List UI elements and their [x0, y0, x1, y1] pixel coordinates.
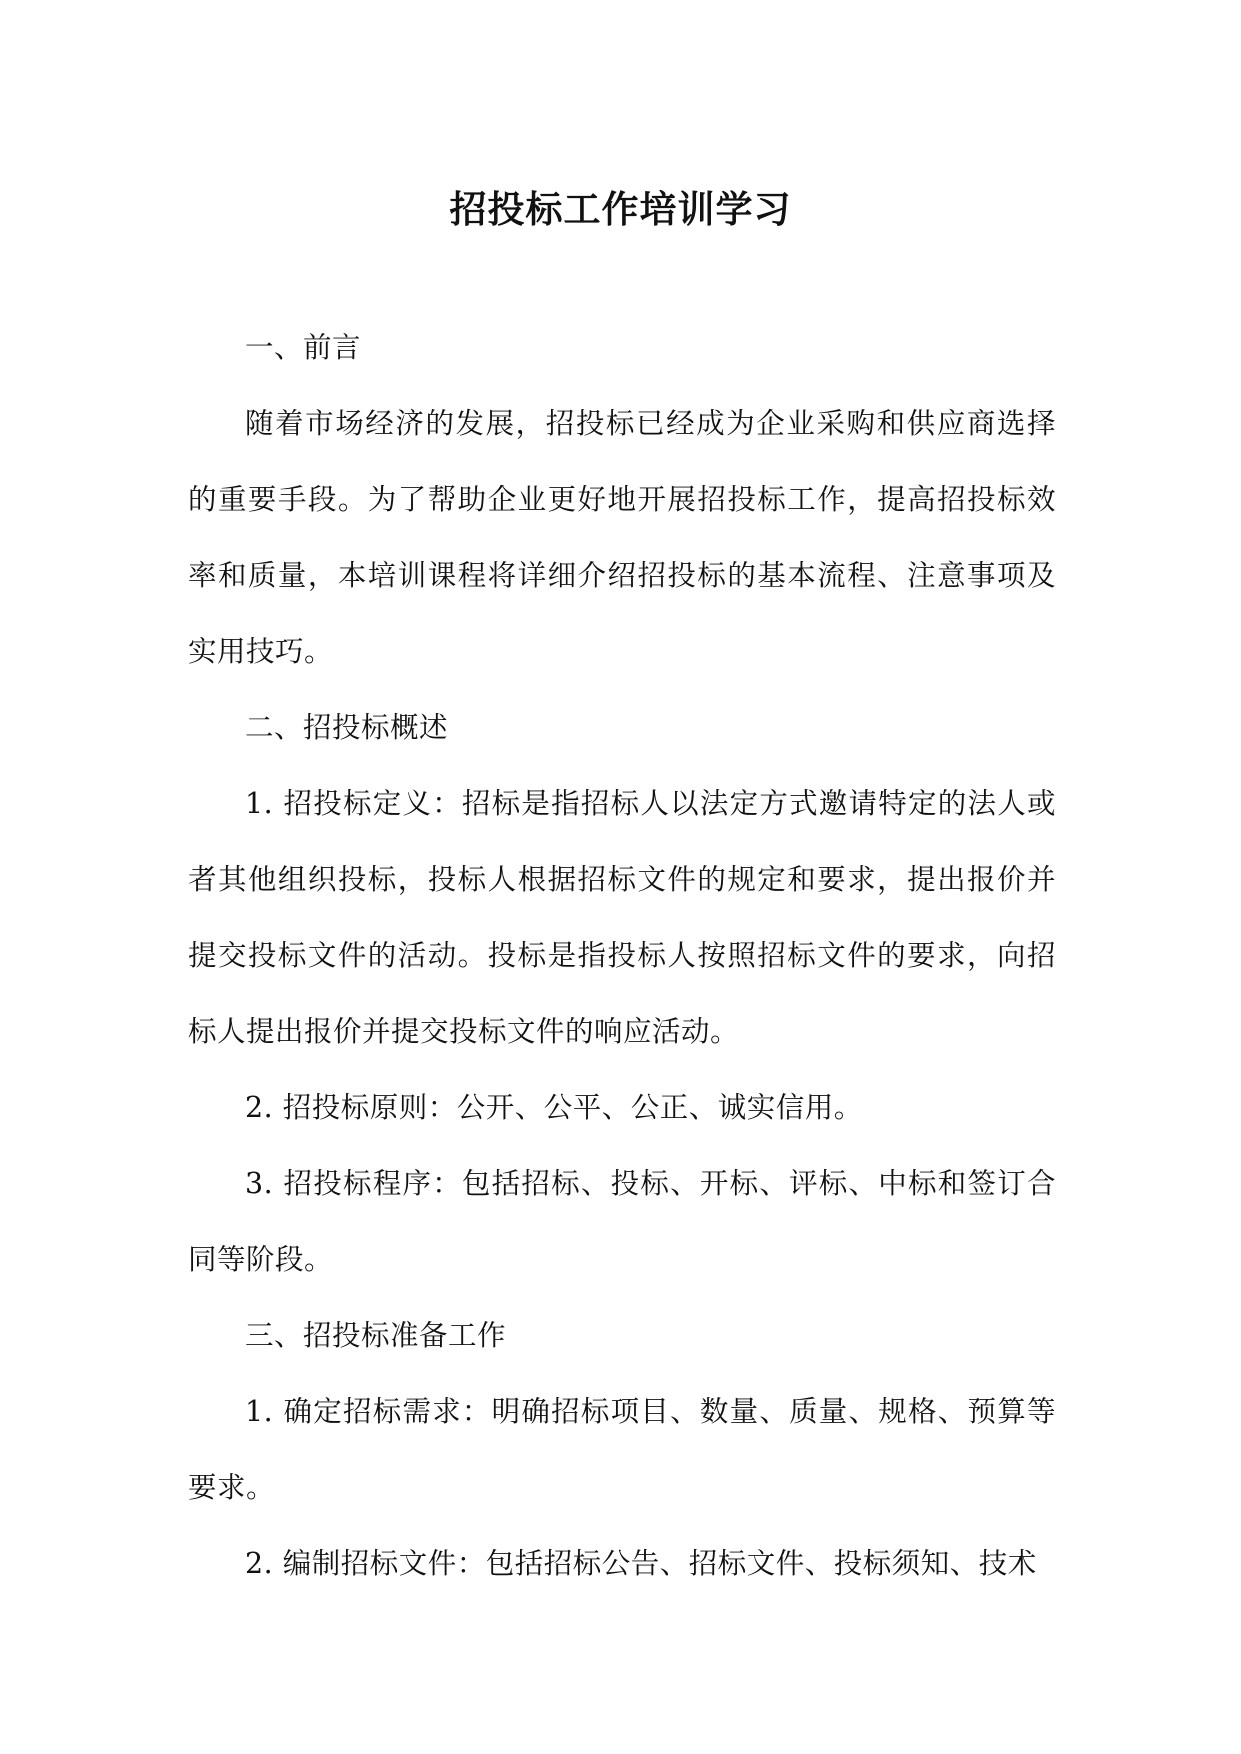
- heading-preface: 一、前言: [245, 331, 362, 364]
- heading-preparation: 三、招投标准备工作: [245, 1319, 507, 1352]
- document-title: 招投标工作培训学习: [449, 187, 792, 231]
- heading-overview: 二、招投标概述: [245, 711, 449, 744]
- paragraph-principles: 2. 招投标原则：公开、公平、公正、诚实信用。: [245, 1091, 863, 1124]
- paragraph-procedure: 3. 招投标程序：包括招标、投标、开标、评标、中标和签订合同等阶段。: [188, 1167, 1056, 1276]
- paragraph-requirements: 1. 确定招标需求：明确招标项目、数量、质量、规格、预算等要求。: [188, 1395, 1056, 1504]
- paragraph-tender-documents: 2. 编制招标文件：包括招标公告、招标文件、投标须知、技术: [245, 1547, 1037, 1580]
- paragraph-preface: 随着市场经济的发展，招投标已经成为企业采购和供应商选择的重要手段。为了帮助企业更好地开展招投标工作，提高招投标效率和质量，本培训课程将详细介绍招投标的基本流程、注意事项及实用技巧。: [188, 407, 1056, 668]
- document-body: [188, 310, 1056, 1602]
- paragraph-definition: 1. 招投标定义：招标是指招标人以法定方式邀请特定的法人或者其他组织投标，投标人根据招标文件的规定和要求，提出报价并提交投标文件的活动。投标是指投标人按照招标文件的要求，向招标人提出报价并提交投标文件的响应活动。: [188, 787, 1056, 1048]
